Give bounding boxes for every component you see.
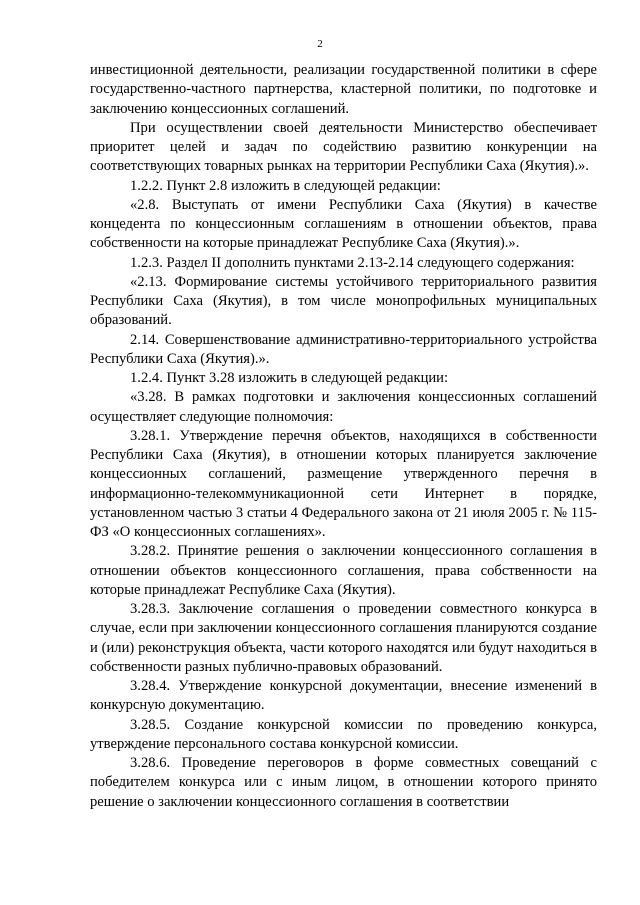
paragraph: «3.28. В рамках подготовки и заключения концессионных соглашений осуществляет следующие полномочия:	[90, 389, 597, 425]
paragraph: 1.2.2. Пункт 2.8 изложить в следующей редакции:	[130, 177, 441, 194]
paragraph: 3.28.3. Заключение соглашения о проведении совместного конкурса в случае, если при заключении концессионного соглашения планируются создание и (или) реконструкция объекта, части которого находятся или будут находиться в собственности разных публично-правовых образований.	[90, 601, 597, 675]
paragraph: 3.28.2. Принятие решения о заключении концессионного соглашения в отношении объектов концессионного соглашения, права собственности на которые принадлежат Республике Саха (Якутия).	[90, 543, 597, 598]
paragraph: инвестиционной деятельности, реализации государственной политики в сфере государственно-частного партнерства, кластерной политики, по подготовке и заключению концессионных соглашений.	[90, 62, 597, 117]
paragraph: 1.2.4. Пункт 3.28 изложить в следующей редакции:	[130, 370, 449, 386]
paragraph: 3.28.5. Создание конкурсной комиссии по проведению конкурса, утверждение персонального состава конкурсной комиссии.	[90, 716, 597, 752]
page-number: 2	[317, 38, 323, 50]
document-body	[90, 61, 597, 812]
paragraph: При осуществлении своей деятельности Министерство обеспечивает приоритет целей и задач по содействию развитию конкуренции на соответствующих товарных рынках на территории Республики Саха (Якутия).».	[90, 119, 597, 175]
paragraph: «2.13. Формирование системы устойчивого территориального развития Республики Саха (Якутия), в том числе монопрофильных муниципальных образований.	[90, 273, 597, 329]
paragraph: «2.8. Выступать от имени Республики Саха (Якутия) в качестве концедента по концессионным соглашениям в отношении объектов, права собственности на которые принадлежат Республике Саха (Якутия).».	[90, 196, 597, 252]
paragraph: 3.28.6. Проведение переговоров в форме совместных совещаний с победителем конкурса или с иным лицом, в отношении которого принято решение о заключении концессионного соглашения в соответствии	[90, 755, 597, 810]
paragraph: 1.2.3. Раздел II дополнить пунктами 2.13-2.14 следующего содержания:	[130, 254, 575, 271]
paragraph: 2.14. Совершенствование административно-территориального устройства Республики Саха (Якутия).».	[90, 331, 597, 367]
paragraph: 3.28.1. Утверждение перечня объектов, находящихся в собственности Республики Саха (Якутия), в отношении которых планируется заключение концессионных соглашений, размещение утвержденного перечня в информационно-телекоммуникационной сети Интернет в порядке, установленном частью 3 статьи 4 Федерального закона от 21 июля 2005 г. № 115-ФЗ «О концессионных соглашениях».	[90, 427, 597, 540]
paragraph: 3.28.4. Утверждение конкурсной документации, внесение изменений в конкурсную документацию.	[90, 678, 597, 714]
